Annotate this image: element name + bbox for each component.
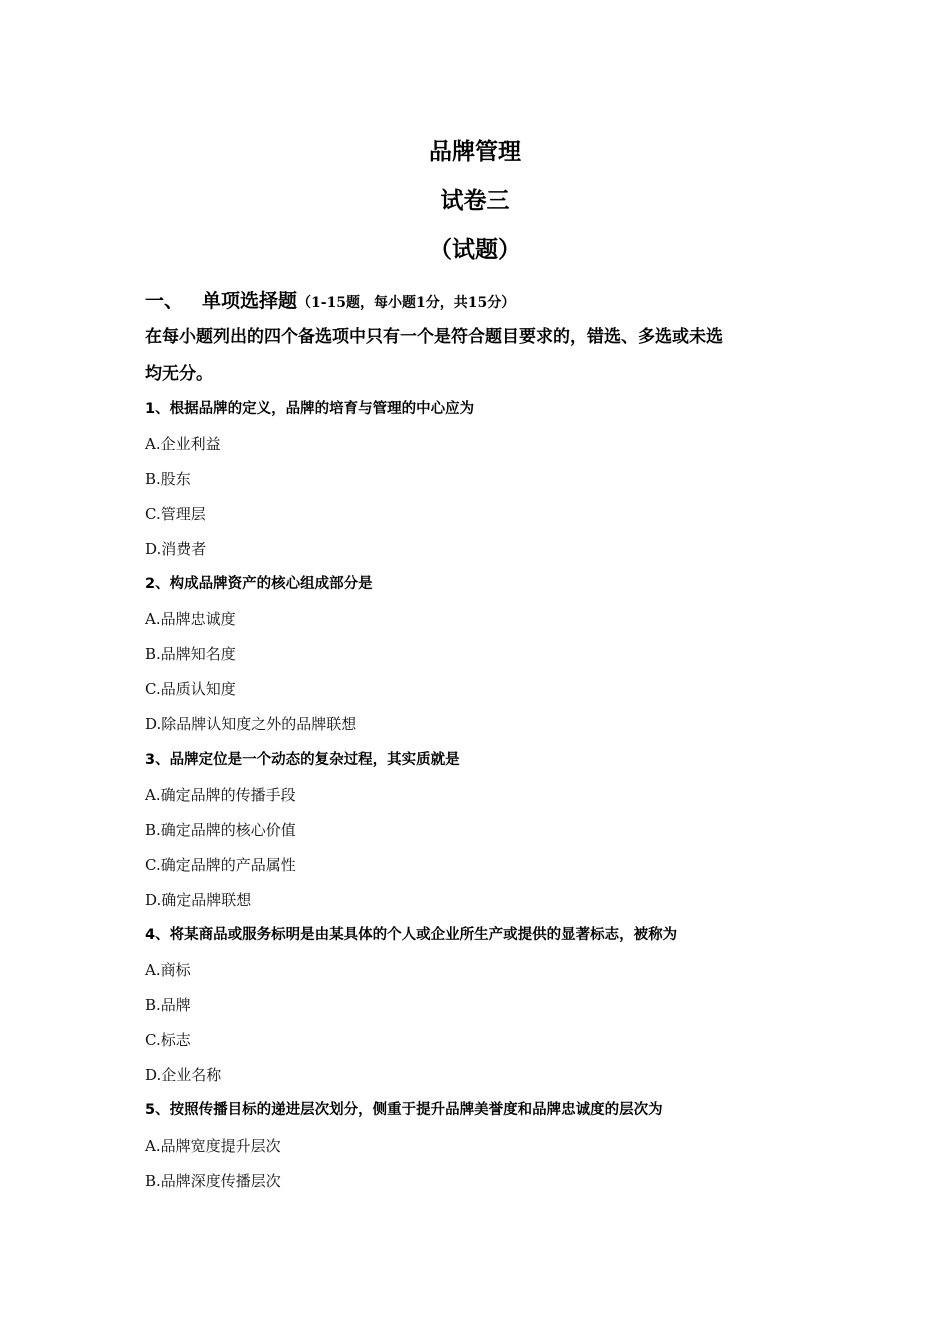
question-option: B.品牌知名度: [145, 645, 236, 663]
question-option: C.品质认知度: [145, 680, 236, 698]
section-number: 一、: [145, 290, 184, 312]
question-stem: 3、品牌定位是一个动态的复杂过程，其实质就是: [145, 752, 460, 768]
question-stem: 1、根据品牌的定义，品牌的培育与管理的中心应为: [145, 401, 475, 417]
question-option: D.确定品牌联想: [145, 891, 252, 909]
question-option: D.除品牌认知度之外的品牌联想: [145, 715, 357, 733]
question-option: A.确定品牌的传播手段: [145, 786, 296, 804]
question-option: B.确定品牌的核心价值: [145, 821, 296, 839]
section-instruction-line-1: 在每小题列出的四个备选项中只有一个是符合题目要求的，错选、多选或未选: [145, 327, 723, 347]
question-option: B.品牌深度传播层次: [145, 1172, 281, 1190]
section-instruction-line-2: 均无分。: [145, 364, 213, 384]
question-option: D.消费者: [145, 540, 207, 558]
document-subsubtitle: （试题）: [429, 237, 521, 263]
question-option: A.品牌忠诚度: [145, 610, 236, 628]
question-option: A.商标: [145, 961, 191, 979]
question-option: B.品牌: [145, 996, 191, 1014]
section-note: （1-15题，每小题1分，共15分）: [297, 295, 516, 311]
question-option: C.确定品牌的产品属性: [145, 856, 296, 874]
document-subtitle: 试卷三: [440, 188, 510, 214]
question-option: A.品牌宽度提升层次: [145, 1137, 281, 1155]
question-option: C.标志: [145, 1031, 191, 1049]
question-stem: 5、按照传播目标的递进层次划分，侧重于提升品牌美誉度和品牌忠诚度的层次为: [145, 1102, 663, 1118]
question-stem: 4、将某商品或服务标明是由某具体的个人或企业所生产或提供的显著标志，被称为: [145, 927, 678, 943]
question-option: B.股东: [145, 470, 191, 488]
question-option: A.企业利益: [145, 435, 221, 453]
question-stem: 2、构成品牌资产的核心组成部分是: [145, 576, 373, 592]
section-name: 单项选择题: [202, 290, 298, 312]
document-title: 品牌管理: [429, 139, 521, 165]
section-heading: [145, 286, 515, 318]
question-option: D.企业名称: [145, 1066, 222, 1084]
question-option: C.管理层: [145, 505, 206, 523]
